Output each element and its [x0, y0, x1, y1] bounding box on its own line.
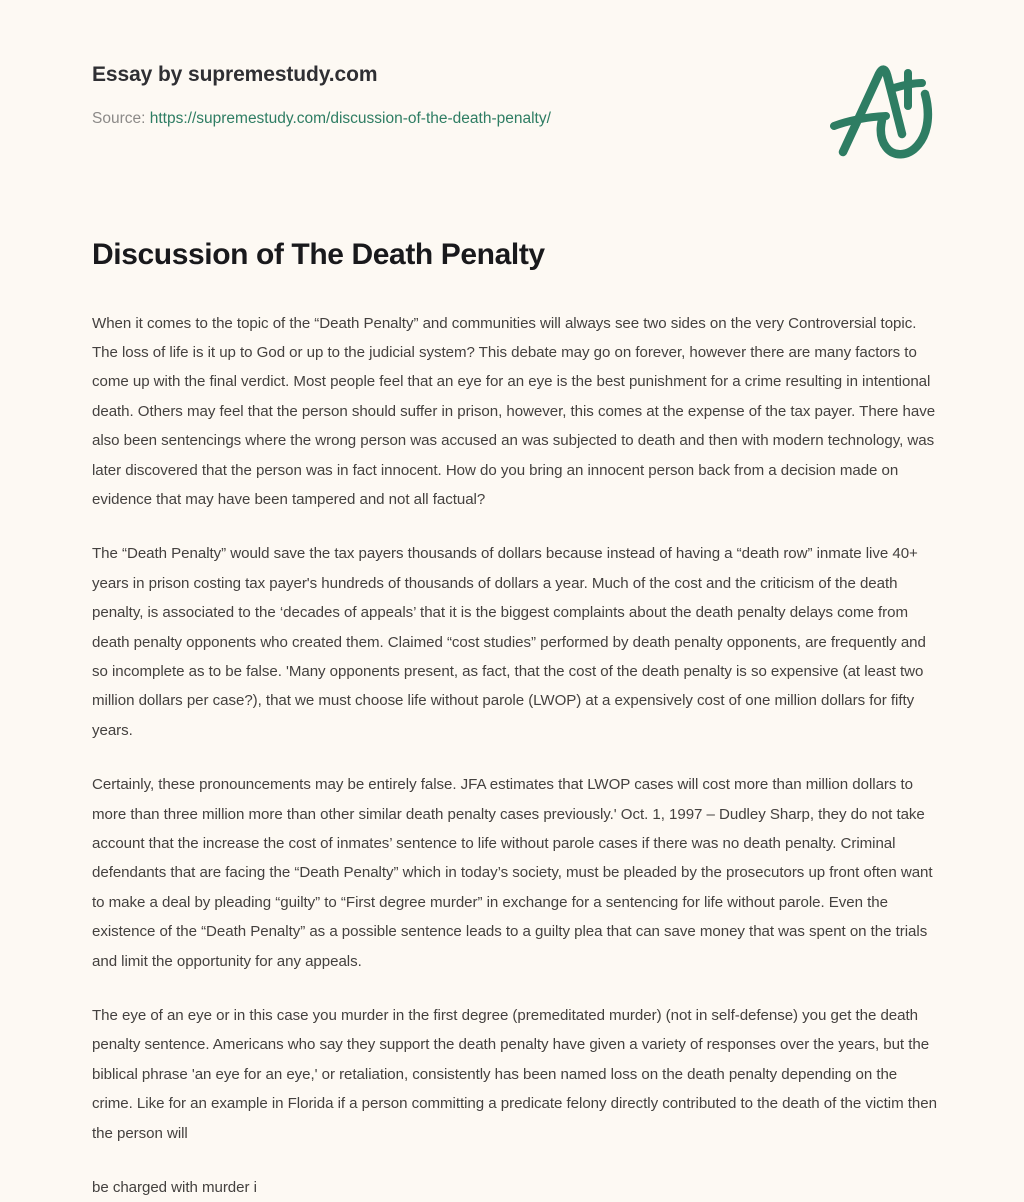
article-paragraph: Certainly, these pronouncements may be entirely false. JFA estimates that LWOP cases will cost more than million dollars to more than three million more than other similar death penalty cases previously.' Oct. 1, 1997 – Dudley Sharp, they do not take account that the increase the cost of inmates’ sentence to life without parole cases if there was no death penalty. Criminal defendants that are facing the “Death Penalty” which in today’s society, must be pleaded by the prosecutors up front often want to make a deal by pleading “guilty” to “First degree murder” in exchange for a sentencing for life without parole. Even the existence of the “Death Penalty” as a possible sentence leads to a guilty plea that can save money that was spent on the trials and limit the opportunity for any appeals. — [92, 770, 937, 976]
article-paragraph: The “Death Penalty” would save the tax payers thousands of dollars because instead of having a “death row” inmate live 40+ years in prison costing tax payer's hundreds of thousands of dollars a year. Much of the cost and the criticism of the death penalty, is associated to the ‘decades of appeals’ that it is the biggest complaints about the death penalty delays come from death penalty opponents who created them. Claimed “cost studies” performed by death penalty opponents, are frequently and so incomplete as to be false. 'Many opponents present, as fact, that the cost of the death penalty is so expensive (at least two million dollars per case?), that we must choose life without parole (LWOP) at a expensively cost of one million dollars for fifty years. — [92, 539, 937, 745]
header-left-group — [92, 62, 551, 129]
article-container — [92, 236, 937, 1202]
article-paragraph: be charged with murder i — [92, 1173, 937, 1202]
article-paragraph: When it comes to the topic of the “Death Penalty” and communities will always see two sides on the very Controversial topic. The loss of life is it up to God or up to the judicial system? This debate may go on forever, however there are many factors to come up with the final verdict. Most people feel that an eye for an eye is the best punishment for a crime resulting in intentional death. Others may feel that the person should suffer in prison, however, this comes at the expense of the tax payer. There have also been sentencings where the wrong person was accused an was subjected to death and then with modern technology, was later discovered that the person was in fact innocent. How do you bring an innocent person back from a decision made on evidence that may have been tampered and not all factual? — [92, 309, 937, 515]
source-label: Source: — [92, 110, 145, 127]
a-plus-grade-logo-icon — [822, 56, 940, 168]
article-body — [92, 309, 937, 1202]
page-title: Discussion of The Death Penalty — [92, 236, 937, 274]
source-url-link[interactable]: https://supremestudy.com/discussion-of-the-death-penalty/ — [150, 110, 551, 127]
page-header — [0, 0, 1024, 200]
article-paragraph: The eye of an eye or in this case you murder in the first degree (premeditated murder) (not in self-defense) you get the death penalty sentence. Americans who say they support the death penalty have given a variety of responses over the years, but the biblical phrase 'an eye for an eye,' or retaliation, consistently has been named loss on the death penalty depending on the crime. Like for an example in Florida if a person committing a predicate felony directly contributed to the death of the victim then the person will — [92, 1001, 937, 1148]
essay-by-heading: Essay by supremestudy.com — [92, 62, 551, 87]
source-line — [92, 110, 551, 129]
